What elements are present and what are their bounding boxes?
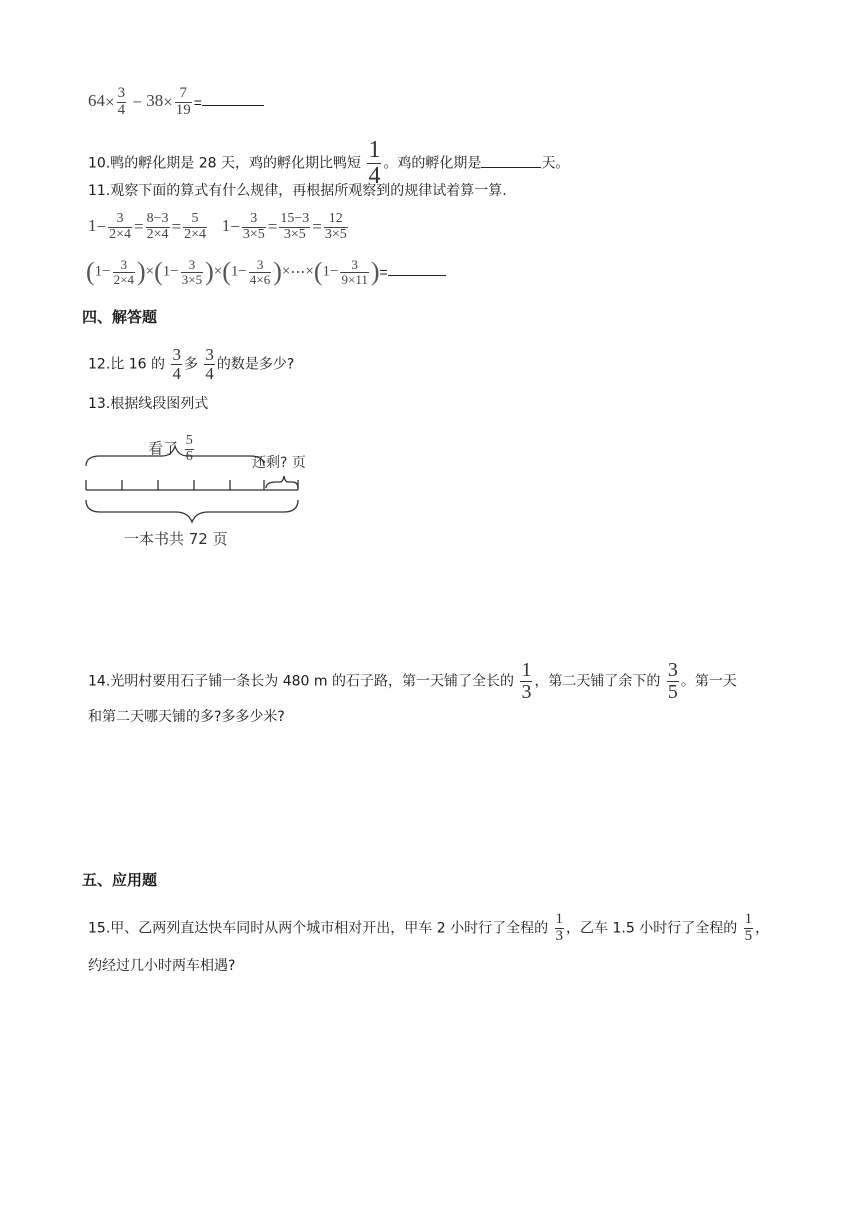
- q15-question-line1: 15.甲、乙两列直达快车同时从两个城市相对开出，甲车 2 小时行了全程的 $\frac{1}{3}$ ，乙车 1.5 小时行了全程的 $\frac{1}{5}$ ，: [88, 911, 770, 944]
- q15-question-line2: 约经过几小时两车相遇?: [88, 958, 236, 974]
- q11-product-expression: (1− $\frac{3}{2\times 4}$ )×(1− $\frac{3}{3\times 5}$ )×(1− $\frac{3}{4\times 6}$ )×⋯×(1− $\frac{3}{9\times 11}$ )=: [86, 258, 446, 286]
- q12-fraction-2: $\frac{3}{4}$: [205, 345, 214, 383]
- remain-brace: [266, 476, 298, 488]
- q11-question: 11.观察下面的算式有什么规律，再根据所观察到的规律试着算一算.: [88, 183, 507, 199]
- read-label: 看了 $\frac{5}{6}$: [148, 433, 193, 464]
- q9-fraction-2: $\frac{7}{19}$: [175, 85, 191, 118]
- q12-fraction-1: $\frac{3}{4}$: [172, 345, 181, 383]
- q9-fraction-1: $\frac{3}{4}$: [117, 85, 126, 118]
- q10-question: 10.鸭的孵化期是 28 天，鸡的孵化期比鸭短 $\frac{1}{4}$ 。鸡的孵化期是 天。: [88, 137, 570, 190]
- q11-examples: 1− $\frac{3}{2\times 4}$ = $\frac{8-3}{2\times 4}$ = $\frac{5}{2\times 4}$ 1− $\frac{3}{3\times 5}$ = $\frac{15-3}{3\times 5}$ = $\frac{12}{3\times 5}$: [88, 211, 347, 242]
- total-brace: [86, 500, 298, 522]
- remain-label: 还剩? 页: [252, 455, 306, 471]
- total-label: 一本书共 72 页: [124, 530, 228, 548]
- q13-line-segment-diagram: [80, 424, 340, 554]
- q10-fraction: $\frac{1}{4}$: [368, 137, 381, 190]
- q13-question: 13.根据线段图列式: [88, 396, 209, 412]
- section-5-heading: 五、应用题: [82, 871, 158, 889]
- q9-a: 64: [88, 91, 105, 111]
- q14-question-line2: 和第二天哪天铺的多?多多少米?: [88, 709, 285, 725]
- q14-question-line1: 14.光明村要用石子铺一条长为 480 m 的石子路，第一天铺了全长的 $\frac{1}{3}$ ，第二天铺了余下的 $\frac{3}{5}$ 。第一天: [88, 659, 737, 703]
- section-4-heading: 四、解答题: [82, 308, 158, 326]
- q14-fraction-2: $\frac{3}{5}$: [667, 659, 678, 703]
- q9-answer-blank[interactable]: [202, 91, 264, 106]
- q14-fraction-1: $\frac{1}{3}$: [521, 659, 532, 703]
- q15-fraction-2: $\frac{1}{5}$: [744, 911, 753, 944]
- q10-answer-blank[interactable]: [481, 153, 541, 168]
- q9-expression: 64× $\frac{3}{4}$ − 38× $\frac{7}{19}$ =: [88, 86, 264, 119]
- q9-b: 38: [146, 91, 164, 111]
- q12-question: 12.比 16 的 $\frac{3}{4}$ 多 $\frac{3}{4}$ 的数是多少?: [88, 345, 295, 383]
- q15-fraction-1: $\frac{1}{3}$: [555, 911, 564, 944]
- q11-answer-blank[interactable]: [388, 261, 446, 276]
